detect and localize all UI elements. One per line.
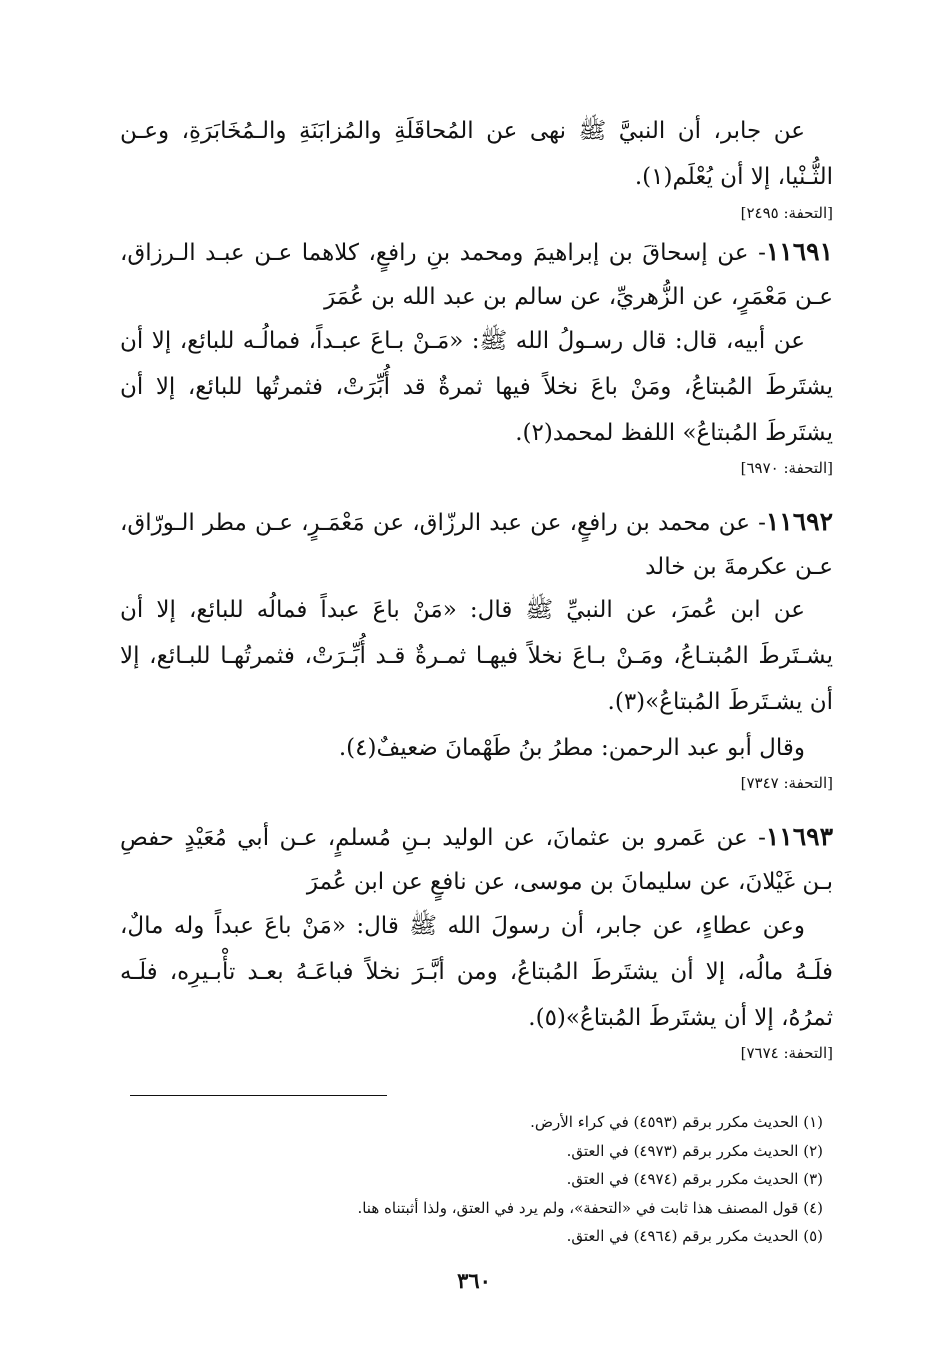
hadith-11693-matn — [120, 903, 833, 1041]
author-note — [120, 725, 833, 771]
intro-paragraph: عن جابر، أن النبيَّ ﷺ نهى عن المُحاقَلَةِ والمُزابَنَةِ والـمُخَابَرَةِ، وعـن الثُّـنْيا، إلا أن يُعْلَم(١). — [120, 118, 833, 190]
isnad-text: - عن محمد بن رافعٍ، عن عبد الرزّاق، عن مَعْمَـرٍ، عـن مطر الـورّاق، عـن عكرمةَ بن خالد — [120, 510, 833, 580]
matn-text: عن أبيه، قال: قال رسـولُ الله ﷺ: «مَـنْ بـاعَ عبـداً، فمالُـه للبائع، إلا أن يشتَرطَ المُبتاعُ، ومَنْ باعَ نخلاً فيها ثمرةٌ قد أُبِّرَتْ، فثمرتُها للبائع، إلا أن يشتَرطَ المُبتاعُ» اللفظ لمحمد(٢). — [120, 328, 833, 446]
tuhfa-reference: [التحفة: ٧٦٧٤] — [740, 1044, 833, 1062]
tuhfa-reference: [التحفة: ٦٩٧٠] — [740, 459, 833, 477]
footnotes — [133, 1108, 823, 1251]
footnote-separator — [130, 1095, 387, 1096]
hadith-number: ١١٦٩١ — [765, 237, 833, 266]
hadith-number: ١١٦٩٢ — [765, 507, 833, 536]
footnote: (٥) الحديث مكرر برقم (٤٩٦٤) في العتق. — [566, 1227, 823, 1245]
hadith-11691-matn — [120, 318, 833, 456]
matn-text: عن ابن عُمرَ، عن النبيِّ ﷺ قال: «مَنْ باعَ عبداً فمالُه للبائع، إلا أن يشـتَرطَ المُبتـاعُ، ومَـنْ بـاعَ نخلاً فيهـا ثمـرةٌ قـد أُبِّـرَتْ، فثمرتُهـا للبـائع، إلا أن يشـتَرطَ المُبتاعُ»(٣). — [120, 597, 833, 715]
isnad-text: - عن عَمرو بن عثمانَ، عن الوليد بـنِ مُسلمٍ، عـن أبي مُعَيْدٍ حفصِ بـن غَيْلانَ، عن سليمانَ بن موسى، عن نافعٍ عن ابن عُمرَ — [120, 825, 833, 895]
note-text: وقال أبو عبد الرحمن: مطرُ بنُ طَهْمانَ ضعيفٌ(٤). — [338, 735, 805, 761]
isnad-text: - عن إسحاقَ بن إبراهيمَ ومحمد بنِ رافعٍ، كلاهما عـن عبـد الـرزاق، عـن مَعْمَرٍ، عن الزُّهريِّ، عن سالم بن عبد الله بن عُمَرَ — [120, 240, 833, 310]
hadith-11692-matn — [120, 587, 833, 725]
tuhfa-reference: [التحفة: ٧٣٤٧] — [740, 774, 833, 792]
hadith-number: ١١٦٩٣ — [765, 822, 833, 851]
page-number: ٣٦٠ — [457, 1268, 491, 1293]
matn-text: وعن عطاءٍ، عن جابر، أن رسولَ الله ﷺ قال: «مَنْ باعَ عبداً وله مالٌ، فلَـهُ مالُه، إلا أن يشتَرطَ المُبتاعُ، ومن أبَّـرَ نخلاً فباعَـهُ بعـد تأْبـيرِه، فلَـه ثمرُهُ، إلا أن يشتَرطَ المُبتاعُ»(٥). — [120, 913, 833, 1031]
footnote: (٣) الحديث مكرر برقم (٤٩٧٤) في العتق. — [566, 1170, 823, 1188]
hadith-11691-isnad — [120, 230, 833, 319]
footnote: (٤) قول المصنف هذا ثابت في «التحفة»، ولم يرد في العتق، ولذا أثبتناه هنا. — [357, 1198, 823, 1217]
hadith-continuation — [120, 108, 833, 200]
footnote: (٢) الحديث مكرر برقم (٤٩٧٣) في العتق. — [566, 1141, 823, 1160]
hadith-11693-isnad — [120, 815, 833, 904]
footnote: (١) الحديث مكرر برقم (٤٥٩٣) في كراء الأرض. — [530, 1113, 823, 1131]
tuhfa-reference: [التحفة: ٢٤٩٥] — [740, 204, 833, 222]
hadith-11692-isnad — [120, 500, 833, 589]
